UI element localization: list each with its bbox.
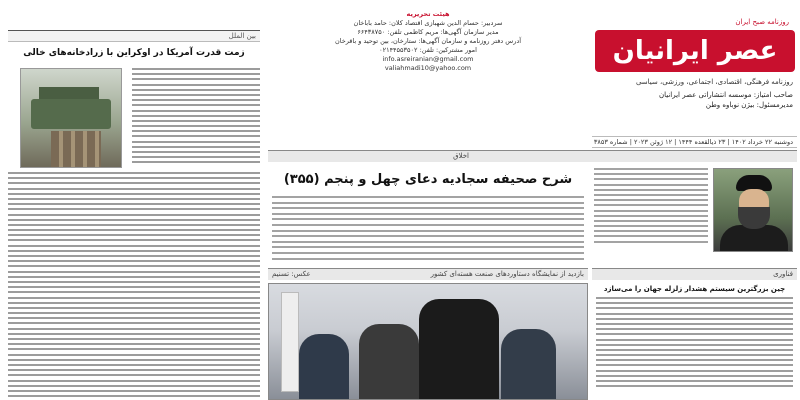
middle-column (268, 8, 588, 400)
news-photo (268, 283, 588, 400)
feature-text-right (594, 168, 708, 252)
credits-email: valiahmadi10@yahoo.com (384, 64, 472, 72)
masthead (592, 8, 797, 118)
editorial-credits (268, 8, 588, 128)
technology-article (592, 283, 797, 400)
section-label-international: بین الملل (8, 30, 260, 42)
masthead-small-label: روزنامه صبح ایران (735, 18, 789, 26)
credits-line: مدیر سازمان آگهی‌ها: مریم کاظمی تلفن: ۶۶۴۳۸۷۵۰ (357, 28, 499, 36)
feature-section-label: اخلاق (453, 152, 469, 160)
dateline: دوشنبه ۲۲ خرداد ۱۴۰۲ | ۲۳ ذیالقعده ۱۴۴۴ | ۱۲ ژوئن ۲۰۲۳ | شماره ۳۸۵۳ (592, 136, 797, 148)
credits-heading: هیئت تحریریه (406, 10, 450, 18)
article-text-top (132, 68, 260, 168)
photo-caption: بازدید از نمایشگاه دستاوردهای صنعت هسته‌ای کشور (430, 270, 584, 278)
technology-bar (592, 268, 797, 280)
photo-credit: عکس: تسنیم (272, 270, 311, 278)
masthead-info (659, 90, 793, 110)
publisher-line: صاحب امتیاز: موسسه انتشاراتی عصر ایرانیان (658, 91, 793, 99)
photo-caption-bar (268, 268, 588, 280)
newspaper-logo: عصر ایرانیان (595, 30, 795, 72)
feature-author-block (592, 150, 797, 262)
technology-label: فناوری (773, 270, 793, 278)
international-column (8, 30, 260, 400)
masthead-tagline: روزنامه فرهنگی، اقتصادی، اجتماعی، ورزشی، سیاسی (635, 78, 793, 86)
credits-email: info.asreiranian@gmail.com (382, 55, 474, 63)
author-portrait (713, 168, 793, 252)
technology-title: چین بزرگترین سیستم هشدار زلزله جهان را می‌سازد (603, 285, 786, 293)
credits-line: سردبیر: حسام الدین شهبازی اقتصاد کلان: حامد باباخان (353, 19, 503, 27)
article-title: زمت قدرت آمریکا در اوکراین با زرادخانه‌های خالی (23, 48, 245, 58)
article-text-body (8, 172, 260, 400)
article-photo (20, 68, 122, 168)
editor-line: مدیرمسئول: بیژن نوباوه وطن (705, 101, 793, 109)
feature-text (272, 196, 584, 260)
feature-title: شرح صحیفه سجادیه دعای چهل و پنجم (۳۵۵) (283, 172, 573, 187)
credits-line: امور مشترکین: تلفن: ۰۲۱۴۴۵۵۳۵۰۲ (379, 46, 477, 54)
credits-line: آدرس دفتر روزنامه و سازمان آگهی‌ها: ستارخان، بین توحید و باقرخان (334, 37, 522, 45)
